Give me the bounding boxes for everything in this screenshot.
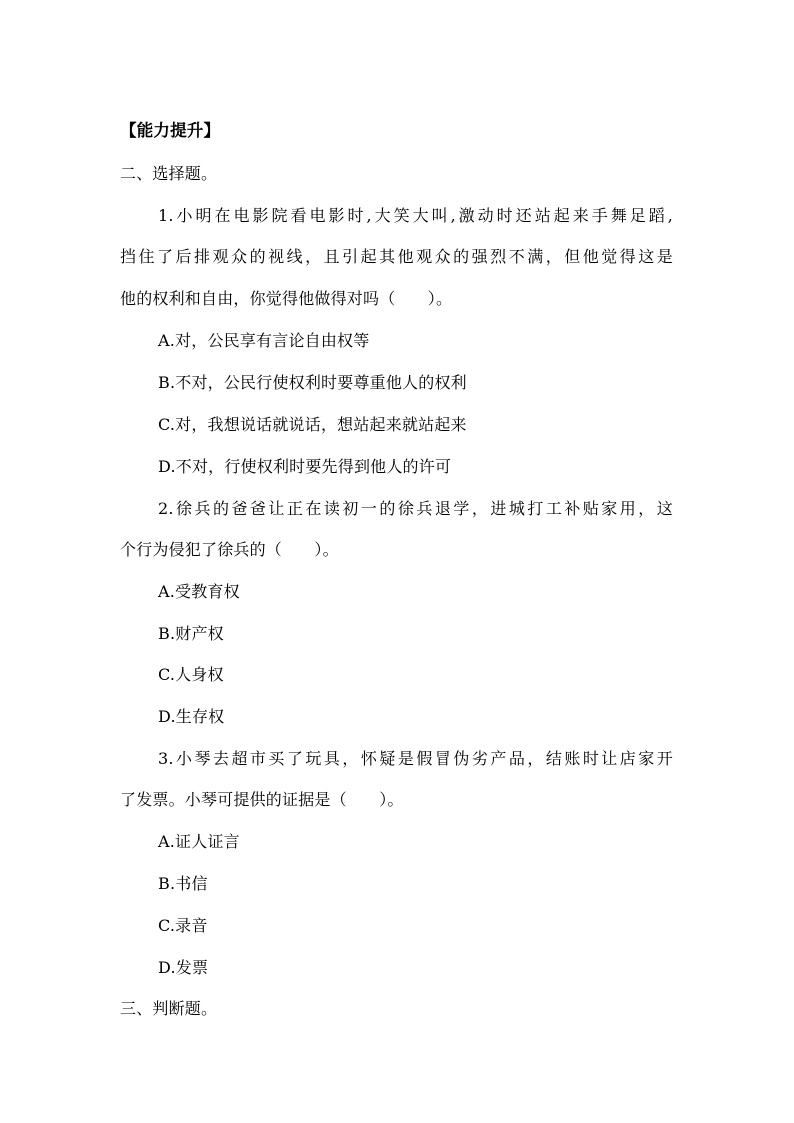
question-3-option-a: A.证人证言 [158, 832, 240, 851]
question-1-stem-line-1: 1.小明在电影院看电影时,大笑大叫,激动时还站起来手舞足蹈, [158, 206, 673, 225]
section-heading-ability: 【能力提升】 [120, 121, 221, 140]
question-2-option-b: B.财产权 [158, 624, 224, 643]
question-3-option-c: C.录音 [158, 916, 208, 935]
question-2-stem-line-1: 2.徐兵的爸爸让正在读初一的徐兵退学，进城打工补贴家用，这 [158, 499, 673, 518]
question-2-stem-line-2: 个行为侵犯了徐兵的（ ）。 [120, 540, 339, 559]
section-heading-judge: 三、判断题。 [120, 999, 218, 1018]
question-3-option-b: B.书信 [158, 874, 208, 893]
question-1-option-d: D.不对，行使权利时要先得到他人的许可 [158, 457, 452, 476]
question-1-option-b: B.不对，公民行使权利时要尊重他人的权利 [158, 373, 467, 392]
question-1-option-a: A.对，公民享有言论自由权等 [158, 331, 370, 350]
question-1-stem-line-3: 他的权利和自由，你觉得他做得对吗（ ）。 [120, 289, 453, 308]
question-3-stem-line-1: 3.小琴去超市买了玩具，怀疑是假冒伪劣产品，结账时让店家开 [158, 749, 673, 768]
section-heading-choice: 二、选择题。 [120, 164, 218, 183]
question-1-option-c: C.对，我想说话就说话，想站起来就站起来 [158, 415, 467, 434]
question-2-option-c: C.人身权 [158, 665, 224, 684]
question-2-option-d: D.生存权 [158, 707, 225, 726]
question-3-option-d: D.发票 [158, 958, 209, 977]
question-2-option-a: A.受教育权 [158, 582, 240, 601]
question-1-stem-line-2: 挡住了后排观众的视线，且引起其他观众的强烈不满，但他觉得这是 [120, 247, 673, 266]
question-3-stem-line-2: 了发票。小琴可提供的证据是（ ）。 [120, 790, 404, 809]
